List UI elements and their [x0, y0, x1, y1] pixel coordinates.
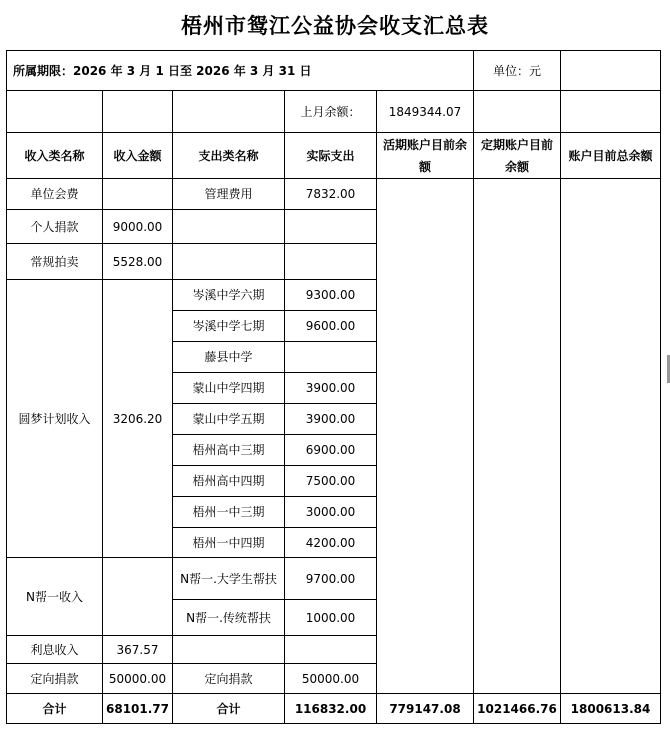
expense-amount: 9700.00	[285, 558, 377, 600]
header-total-account: 账户目前总余额	[561, 133, 661, 179]
expense-name: N帮一.传统帮扶	[173, 600, 285, 636]
income-name: 圆梦计划收入	[7, 280, 103, 558]
total-label: 合计	[7, 694, 103, 724]
expense-amount: 7832.00	[285, 179, 377, 210]
total-balance-cell	[561, 179, 661, 694]
current-balance-total: 779147.08	[377, 694, 474, 724]
period-text: 所属期限：2026 年 3 月 1 日至 2026 年 3 月 31 日	[7, 51, 474, 91]
expense-total-label: 合计	[173, 694, 285, 724]
income-amount: 9000.00	[103, 210, 173, 244]
expense-name: 梧州一中四期	[173, 528, 285, 558]
header-expense-type: 支出类名称	[173, 133, 285, 179]
page-title: 梧州市鸳江公益协会收支汇总表	[181, 14, 489, 38]
total-balance-total: 1800613.84	[561, 694, 661, 724]
expense-amount	[285, 244, 377, 280]
expense-name	[173, 210, 285, 244]
empty-cell	[561, 91, 661, 133]
expense-name: 梧州高中三期	[173, 435, 285, 466]
expense-amount	[285, 210, 377, 244]
expense-name: 定向捐款	[173, 664, 285, 694]
expense-name: 岑溪中学六期	[173, 280, 285, 311]
expense-name: 岑溪中学七期	[173, 311, 285, 342]
expense-total: 116832.00	[285, 694, 377, 724]
expense-amount: 50000.00	[285, 664, 377, 694]
summary-table	[6, 50, 661, 724]
header-income-type: 收入类名称	[7, 133, 103, 179]
income-name: 单位会费	[7, 179, 103, 210]
expense-name: 梧州一中三期	[173, 497, 285, 528]
period-row	[7, 51, 661, 91]
header-fixed-account: 定期账户目前余额	[474, 133, 561, 179]
income-name: 常规拍卖	[7, 244, 103, 280]
prev-balance-row	[7, 91, 661, 133]
income-amount	[103, 558, 173, 636]
prev-balance-value: 1849344.07	[377, 91, 474, 133]
prev-balance-label: 上月余额：	[285, 91, 377, 133]
income-name: N帮一收入	[7, 558, 103, 636]
income-amount: 3206.20	[103, 280, 173, 558]
income-name: 定向捐款	[7, 664, 103, 694]
expense-name: 蒙山中学四期	[173, 373, 285, 404]
expense-amount	[285, 636, 377, 664]
expense-amount: 9300.00	[285, 280, 377, 311]
expense-amount: 9600.00	[285, 311, 377, 342]
table-row	[7, 179, 661, 210]
income-amount: 5528.00	[103, 244, 173, 280]
expense-name: N帮一.大学生帮扶	[173, 558, 285, 600]
title-row	[0, 0, 670, 50]
header-income-amount: 收入金额	[103, 133, 173, 179]
income-name: 利息收入	[7, 636, 103, 664]
empty-cell	[173, 91, 285, 133]
expense-amount	[285, 342, 377, 373]
expense-name: 藤县中学	[173, 342, 285, 373]
income-amount: 50000.00	[103, 664, 173, 694]
expense-amount: 6900.00	[285, 435, 377, 466]
current-balance-cell	[377, 179, 474, 694]
totals-row	[7, 694, 661, 724]
header-current-account: 活期账户目前余额	[377, 133, 474, 179]
expense-name: 梧州高中四期	[173, 466, 285, 497]
empty-cell	[7, 91, 103, 133]
fixed-balance-cell	[474, 179, 561, 694]
expense-amount: 3900.00	[285, 373, 377, 404]
fixed-balance-total: 1021466.76	[474, 694, 561, 724]
expense-amount: 1000.00	[285, 600, 377, 636]
unit-label: 单位：元	[474, 51, 561, 91]
expense-amount: 3900.00	[285, 404, 377, 435]
income-amount: 367.57	[103, 636, 173, 664]
income-total: 68101.77	[103, 694, 173, 724]
header-row	[7, 133, 661, 179]
income-name: 个人捐款	[7, 210, 103, 244]
expense-name	[173, 636, 285, 664]
expense-amount: 7500.00	[285, 466, 377, 497]
header-actual-expense: 实际支出	[285, 133, 377, 179]
expense-name	[173, 244, 285, 280]
expense-name: 蒙山中学五期	[173, 404, 285, 435]
expense-name: 管理费用	[173, 179, 285, 210]
expense-amount: 3000.00	[285, 497, 377, 528]
empty-cell	[103, 91, 173, 133]
income-amount	[103, 179, 173, 210]
empty-cell	[561, 51, 661, 91]
empty-cell	[474, 91, 561, 133]
expense-amount: 4200.00	[285, 528, 377, 558]
